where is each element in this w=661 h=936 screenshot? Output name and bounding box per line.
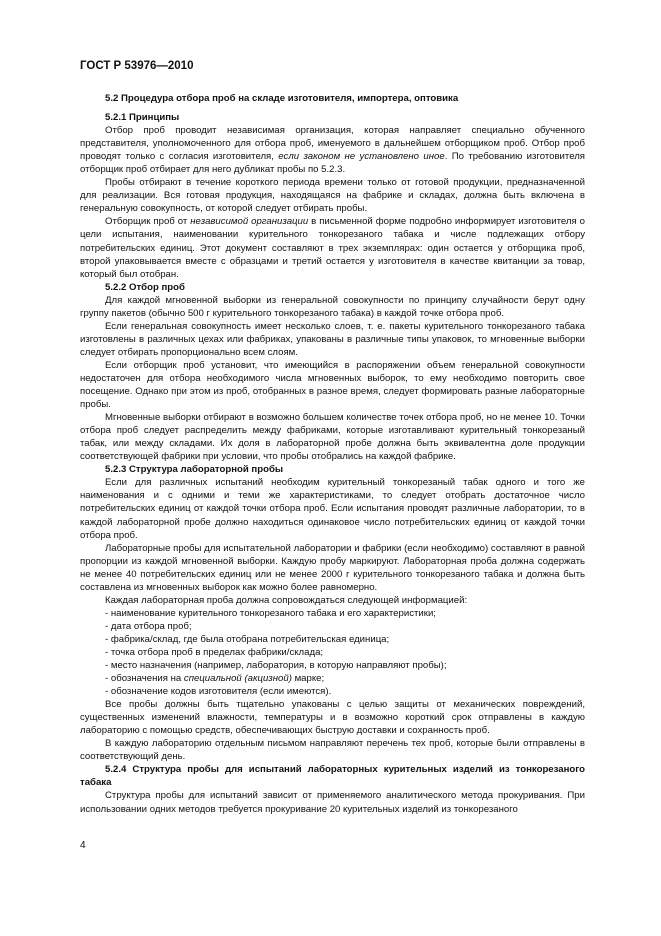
paragraph: Все пробы должны быть тщательно упакованы с целью защиты от механических повреждений, существенных изменений влажности, температуры и в возможно короткий срок отправлены в каждую лабораторию с помощью средств, обеспечивающих быструю доставки и сохранность проб. — [80, 699, 585, 737]
paragraph: В каждую лабораторию отдельным письмом направляют перечень тех проб, которые были отправлены в соответствующий день. — [80, 738, 585, 763]
section-heading-5-2-2: 5.2.2 Отбор проб — [105, 281, 185, 293]
italic-text: независимой организации — [190, 216, 309, 228]
list-item: - фабрика/склад, где была отобрана потребительская единица; — [105, 633, 390, 645]
paragraph: Лабораторные пробы для испытательной лаборатории и фабрики (если необходимо) составляют в равной пропорции из каждой мгновенной выборки. Каждую пробу маркируют. Лабораторная проба должна содержать не менее 40 потребительских единиц или не менее 2000 г курительного тонкорезаного табака и должна быть составлена из мгновенных выборок как можно более равномерно. — [80, 542, 585, 593]
list-item: - место назначения (например, лаборатория, в которую направляют пробы); — [105, 660, 447, 672]
page-number: 4 — [80, 840, 86, 851]
paragraph — [80, 124, 585, 176]
paragraph: Мгновенные выборки отбирают в возможно большем количестве точек отбора проб, но не менее 10. Точки отбора проб следует распределить между фабриками, которые изготавливают курительный тонкорезаный табак, или между складами. Их доля в лабораторной пробе должна быть эквивалентна доле продукции соответствующей фабрики при условии, что пробы отобрались на каждой фабрике. — [80, 412, 585, 463]
text-run: марке; — [291, 673, 325, 685]
section-heading-5-2-4: 5.2.4 Структура пробы для испытаний лабораторных курительных изделий из тонкорезаного табака — [80, 764, 585, 789]
text-run: Отбор проб проводит независимая организация, которая направляет специально обученного представителя, уполномоченного для отбора проб, именуемого в дальнейшем отборщиком проб. Отбор проб проводят только с согласия изготовителя, — [80, 125, 585, 163]
document-header: ГОСТ Р 53976—2010 — [80, 60, 194, 72]
paragraph: Если отборщик проб установит, что имеющийся в распоряжении объем генеральной совокупности недостаточен для отбора необходимого числа мгновенных выборок, то ему необходимо повторить свое посещение. Однако при этом из проб, отобранных в разное время, следует формировать разные лабораторные пробы. — [80, 359, 585, 411]
paragraph: Структура пробы для испытаний зависит от применяемого аналитического метода прокуривания. При использовании одних методов требуется прокуривание 20 курительных изделий из тонкорезаного — [80, 790, 585, 815]
text-run: в письменной форме подробно информирует изготовителя о цели испытания, наименовании курительного тонкорезаного табака и числе подлежащих отбору потребительских единиц. Этот документ составляют в трех экземплярах: один остается у отборщика проб, второй упаковывается вместе с образцами и третий остается у изготовителя в качестве квитанции за товар, который был отобран. — [80, 216, 585, 280]
list-item: - точка отбора проб в пределах фабрики/склада; — [105, 646, 324, 658]
list-item: - дата отбора проб; — [105, 620, 192, 632]
section-heading-5-2: 5.2 Процедура отбора проб на складе изготовителя, импортера, оптовика — [105, 93, 459, 104]
italic-text: специальной (акцизной) — [183, 673, 292, 685]
section-heading-5-2-3: 5.2.3 Структура лабораторной пробы — [105, 464, 284, 476]
document-body — [80, 92, 585, 816]
paragraph: Пробы отбирают в течение короткого периода времени только от готовой продукции, предназначенной для реализации. Вся готовая продукция, находящаяся на фабрике и складах, должна быть включена в генеральную совокупность, от которой следует отбирать пробы. — [80, 177, 585, 215]
text-run: - обозначения на — [105, 673, 184, 685]
paragraph — [80, 215, 585, 280]
text-run: . По требованию изготовителя отборщик проб отбирает для него дубликат пробы по 5.2.3. — [80, 151, 586, 176]
paragraph: Каждая лабораторная проба должна сопровождаться следующей информацией: — [105, 594, 468, 606]
paragraph: Если для различных испытаний необходим курительный тонкорезаный табак одного и того же наименования и с одними и теми же характеристиками, то следует отобрать достаточное число потребительских единиц от каждой точки отбора проб. Если испытания проводят различные лаборатории, то в каждой лабораторной пробе должно находиться одинаковое число потребительских единиц от каждой точки отбора проб. — [80, 477, 585, 541]
list-item: - наименование курительного тонкорезаного табака и его характеристики; — [105, 607, 436, 619]
list-item — [80, 672, 585, 685]
italic-text: если законом не установлено иное — [278, 151, 445, 163]
paragraph: Для каждой мгновенной выборки из генеральной совокупности по принципу случайности берут одну группу пакетов (обычно 500 г курительного тонкорезаного табака) в каждой точке отбора проб. — [80, 294, 585, 319]
paragraph: Если генеральная совокупность имеет несколько слоев, т. е. пакеты курительного тонкорезаного табака изготовлены в различных цехах или фабриках, упакованы в различные типы упаковок, то мгновенные выборки следует отбирать пропорционально всем слоям. — [80, 320, 585, 358]
section-heading-5-2-1: 5.2.1 Принципы — [105, 112, 180, 124]
list-item: - обозначение кодов изготовителя (если имеются). — [105, 686, 332, 698]
text-run: Отборщик проб от — [105, 216, 191, 228]
